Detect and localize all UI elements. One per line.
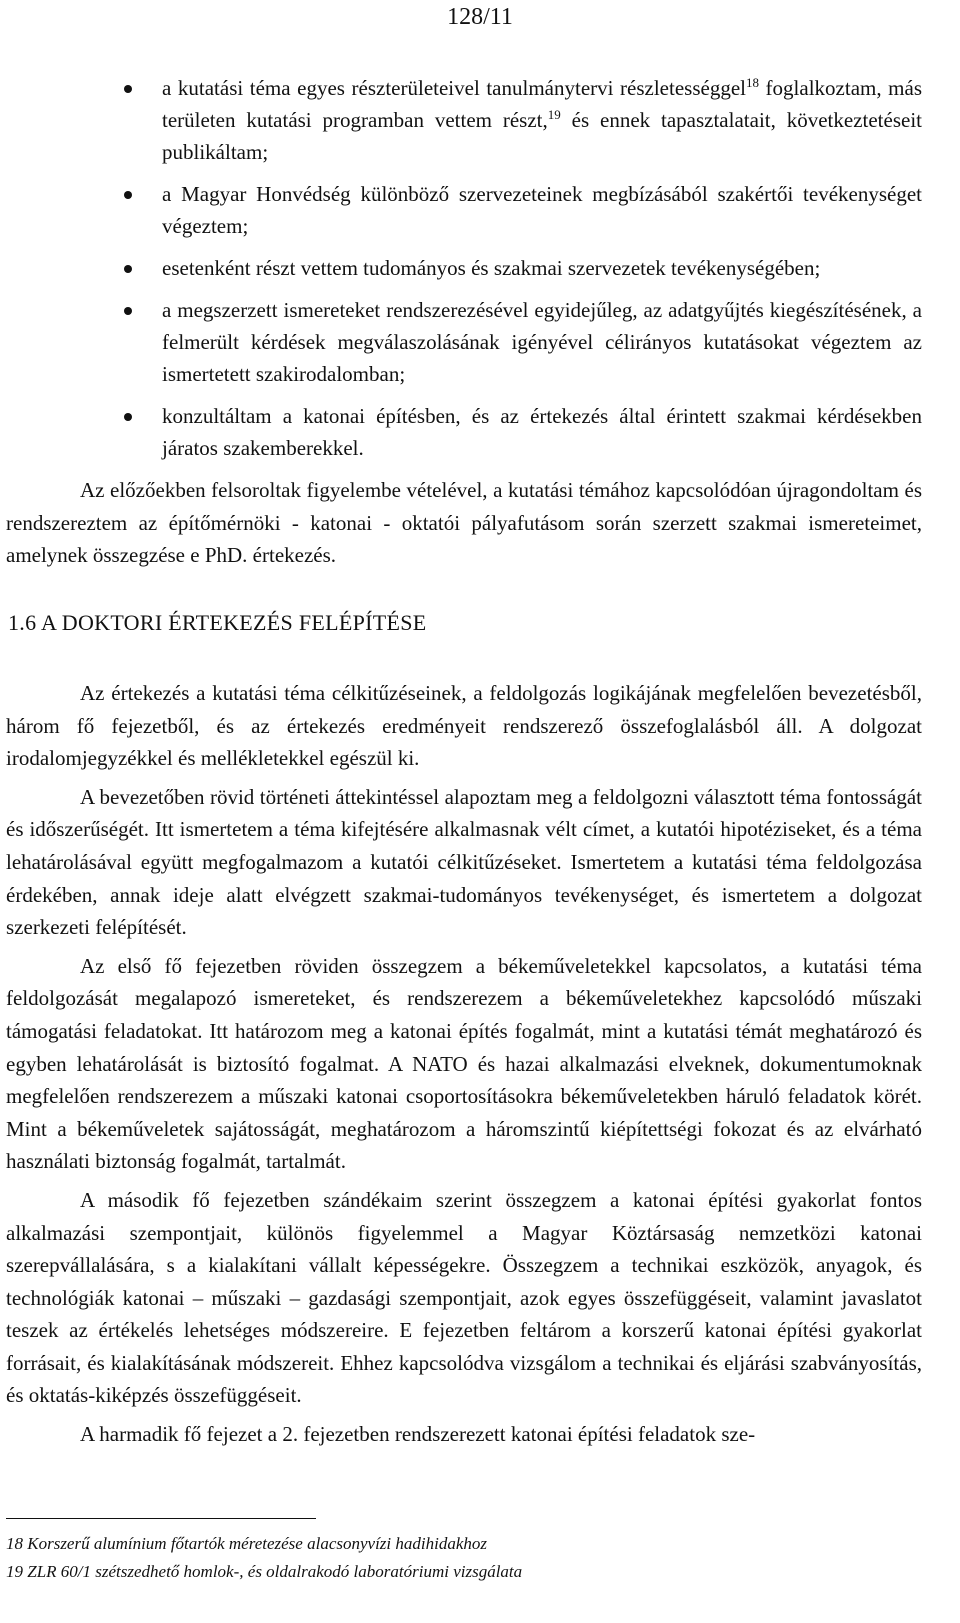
bullet-text: esetenként részt vettem tudományos és szakmai szervezetek tevékenységében;	[162, 256, 821, 280]
bullet-text: a Magyar Honvédség különböző szervezeteinek megbízásából szakértői tevékenységet végeztem;	[162, 182, 922, 238]
bullet-item	[162, 72, 922, 168]
section-heading: 1.6 A DOKTORI ÉRTEKEZÉS FELÉPÍTÉSE	[8, 610, 427, 635]
footnote-18: 18 Korszerű alumínium főtartók méretezése alacsonyvízi hadihidakhoz	[6, 1534, 487, 1553]
paragraph-second-chapter: A második fő fejezetben szándékaim szerint összegzem a katonai építési gyakorlat fontos alkalmazási szempontjait, különös figyelemmel a Magyar Köztársaság nemzetközi katonai szerepvállalására, s a kialakítani vállalt képességekre. Összegzem a technikai eszközök, anyagok, és technológiák katonai – műszaki – gazdasági szempontjait, azok egyes összefüggéseit, valamint javaslatot teszek az értékelés lehetséges módszereire. E fejezetben feltárom a korszerű katonai építési gyakorlat forrásait, és kialakításának módszereit. Ehhez kapcsolódva vizsgálom a technikai és eljárási szabványosítás, és oktatás-kiképzés összefüggéseit.	[6, 1187, 922, 1408]
paragraph-introduction: A bevezetőben rövid történeti áttekintéssel alapoztam meg a feldolgozni választott téma fontosságát és időszerűségét. Itt ismertetem a téma kifejtésére alkalmasnak vélt címet, a kutatói hipotéziseket, és a téma lehatárolásával együtt megfogalmazom a kutatói célkitűzéseket. Ismertetem a kutatási téma feldolgozása érdekében, annak ideje alatt elvégzett szakmai-tudományos tevékenységet, és ismertetem a dolgozat szerkezeti felépítését.	[6, 784, 922, 940]
bullet-item	[162, 294, 922, 390]
bullet-item	[162, 400, 922, 464]
footnote-separator	[6, 1518, 316, 1519]
footnote-reference-18[interactable]: 18	[745, 75, 759, 90]
bullet-item	[162, 178, 922, 242]
bullet-text: a megszerzett ismereteket rendszerezésével egyidejűleg, az adatgyűjtés kiegészítésének, a felmerült kérdések megválaszolásának igényével célirányos kutatásokat végeztem az ismertetett szakirodalomban;	[162, 298, 922, 386]
bullet-dot-icon	[124, 307, 132, 315]
paragraph-structure: Az értekezés a kutatási téma célkitűzéseinek, a feldolgozás logikájának megfelelően bevezetésből, három fő fejezetből, és az értekezés eredményeit rendszerező összefoglalásból áll. A dolgozat irodalomjegyzékkel és mellékletekkel egészül ki.	[6, 681, 922, 771]
intro-paragraph: Az előzőekben felsoroltak figyelembe vételével, a kutatási témához kapcsolódóan újragondoltam és rendszereztem az építőmérnöki - katonai - oktatói pályafutásom során szerzett szakmai ismereteimet, amelynek összegzése e PhD. értekezés.	[6, 478, 922, 568]
section-body	[6, 677, 922, 1451]
bullet-dot-icon	[124, 85, 132, 93]
bullet-text: konzultáltam a katonai építésben, és az értekezés által érintett szakmai kérdésekben járatos szakemberekkel.	[162, 404, 922, 460]
page-number: 128/11	[447, 4, 513, 30]
bullet-dot-icon	[124, 413, 132, 421]
intro-block	[6, 474, 922, 572]
bullet-text-end: és ennek tapasztalatait, következtetéseit publikáltam;	[162, 108, 923, 164]
bullet-text: a kutatási téma egyes részterületeivel tanulmánytervi részletességgel	[162, 76, 746, 100]
footnote-reference-19[interactable]: 19	[547, 107, 561, 122]
bullet-dot-icon	[124, 265, 132, 273]
paragraph-third-chapter: A harmadik fő fejezet a 2. fejezetben rendszerezett katonai építési feladatok sze-	[80, 1422, 756, 1447]
bullet-text-continued: foglalkoztam, más területen kutatási programban vettem részt,	[162, 76, 922, 132]
bullet-item	[162, 252, 922, 284]
bullet-list	[0, 72, 960, 474]
footnotes	[6, 1530, 906, 1586]
paragraph-first-chapter: Az első fő fejezetben röviden összegzem a békeműveletekkel kapcsolatos, a kutatási téma feldolgozását megalapozó ismereteket, és rendszerezem a békeműveletekhez kapcsolódó műszaki támogatási feladatokat. Itt határozom meg a katonai építés fogalmát, mint a kutatási témát meghatározó és egyben lehatárolását is biztosító fogalmat. A NATO és hazai alkalmazási elveknek, dokumentumoknak megfelelően rendszerezem a műszaki katonai csoportosításokra békeműveletekben háruló feladatok körét. Mint a békeműveletek sajátosságát, meghatározom a háromszintű kiépítettségi fokozat és az elvárható használati biztonság fogalmát, tartalmát.	[6, 953, 922, 1174]
bullet-dot-icon	[124, 191, 132, 199]
footnote-19: 19 ZLR 60/1 szétszedhető homlok-, és oldalrakodó laboratóriumi vizsgálata	[6, 1562, 523, 1581]
